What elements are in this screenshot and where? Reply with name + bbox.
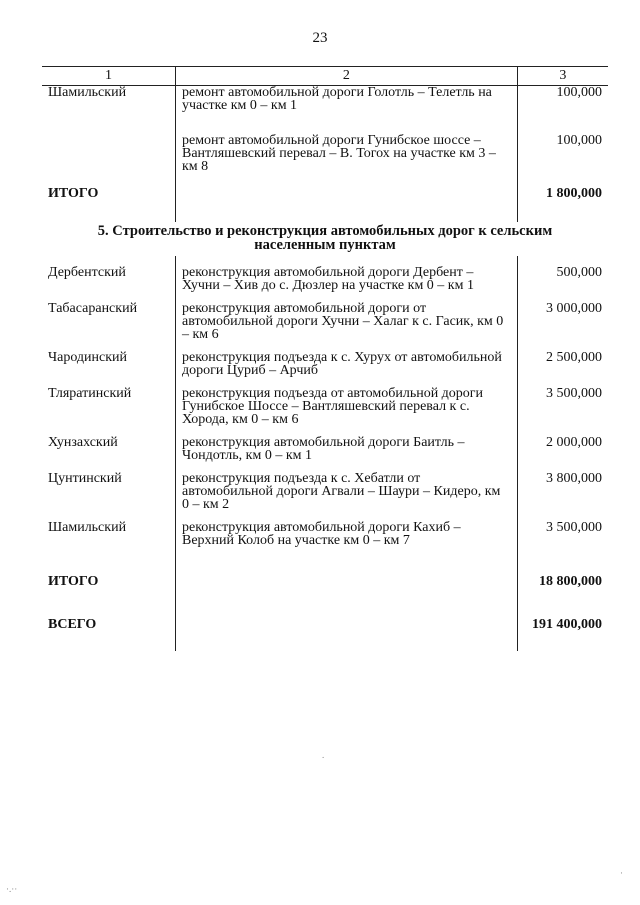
- description-cell: реконструкция подъезда к с. Хебатли от автомобильной дороги Агвали – Шаури – Кидеро, км 0 – км 2: [175, 462, 517, 511]
- subtotal-label: ИТОГО: [48, 574, 99, 589]
- amount-cell: 3 500,000: [517, 377, 608, 426]
- subtotal-row: [42, 547, 608, 588]
- description-cell: реконструкция автомобильной дороги Дербент – Хучни – Хив до с. Дюзлер на участке км 0 – км 1: [175, 256, 517, 292]
- table-row: [42, 511, 608, 547]
- amount-cell: 3 500,000: [517, 511, 608, 547]
- section-heading-row: [42, 222, 608, 256]
- budget-table: [42, 66, 608, 651]
- description-cell: реконструкция автомобильной дороги Баитль – Чондотль, км 0 – км 1: [175, 426, 517, 462]
- table-row: [42, 86, 608, 113]
- table-row: [42, 292, 608, 341]
- amount-cell: 3 800,000: [517, 462, 608, 511]
- table-row: [42, 426, 608, 462]
- description-cell: реконструкция автомобильной дороги Кахиб – Верхний Колоб на участке км 0 – км 7: [175, 511, 517, 547]
- description-cell: ремонт автомобильной дороги Голотль – Телетль на участке км 0 – км 1: [175, 86, 517, 113]
- district-cell: [42, 112, 175, 173]
- scan-artifact: ·: [620, 868, 623, 878]
- subtotal-amount: 18 800,000: [517, 547, 608, 588]
- scan-artifact: .: [322, 750, 325, 760]
- table-row: [42, 341, 608, 377]
- grand-total-amount: 191 400,000: [517, 588, 608, 651]
- scan-artifact: ·.··: [6, 884, 18, 894]
- subtotal-label: ИТОГО: [48, 186, 99, 201]
- table-row: [42, 377, 608, 426]
- district-cell: Дербентский: [48, 265, 126, 280]
- district-cell: Табасаранский: [48, 301, 138, 316]
- description-cell: реконструкция подъезда от автомобильной дороги Гунибское Шоссе – Вантляшевский перевал к с. Хорода, км 0 – км 6: [175, 377, 517, 426]
- table-row: [42, 112, 608, 173]
- subtotal-row: [42, 173, 608, 222]
- amount-cell: 100,000: [517, 112, 608, 173]
- table-row: [42, 256, 608, 292]
- district-cell: Тляратинский: [48, 386, 132, 401]
- amount-cell: 100,000: [517, 86, 608, 113]
- section-title: 5. Строительство и реконструкция автомобильных дорог к сельским населенным пунктам: [97, 223, 553, 253]
- page-number: 23: [312, 30, 328, 46]
- header-col-1: 1: [42, 67, 175, 86]
- table-row: [42, 462, 608, 511]
- district-cell: Шамильский: [48, 520, 127, 535]
- amount-cell: 2 500,000: [517, 341, 608, 377]
- grand-total-row: [42, 588, 608, 651]
- district-cell: Чародинский: [48, 350, 128, 365]
- amount-cell: 2 000,000: [517, 426, 608, 462]
- description-cell: реконструкция подъезда к с. Хурух от автомобильной дороги Цуриб – Арчиб: [175, 341, 517, 377]
- subtotal-amount: 1 800,000: [517, 173, 608, 222]
- header-col-2: 2: [175, 67, 517, 86]
- description-cell: реконструкция автомобильной дороги от автомобильной дороги Хучни – Халаг к с. Гасик, км 0 – км 6: [175, 292, 517, 341]
- table-header-row: [42, 67, 608, 86]
- amount-cell: 3 000,000: [517, 292, 608, 341]
- district-cell: Шамильский: [48, 85, 127, 100]
- district-cell: Цунтинский: [48, 471, 122, 486]
- amount-cell: 500,000: [517, 256, 608, 292]
- district-cell: Хунзахский: [48, 435, 118, 450]
- grand-total-label: ВСЕГО: [48, 617, 97, 632]
- description-cell: ремонт автомобильной дороги Гунибское шоссе – Вантляшевский перевал – В. Тогох на участке км 3 – км 8: [175, 112, 517, 173]
- header-col-3: 3: [517, 67, 608, 86]
